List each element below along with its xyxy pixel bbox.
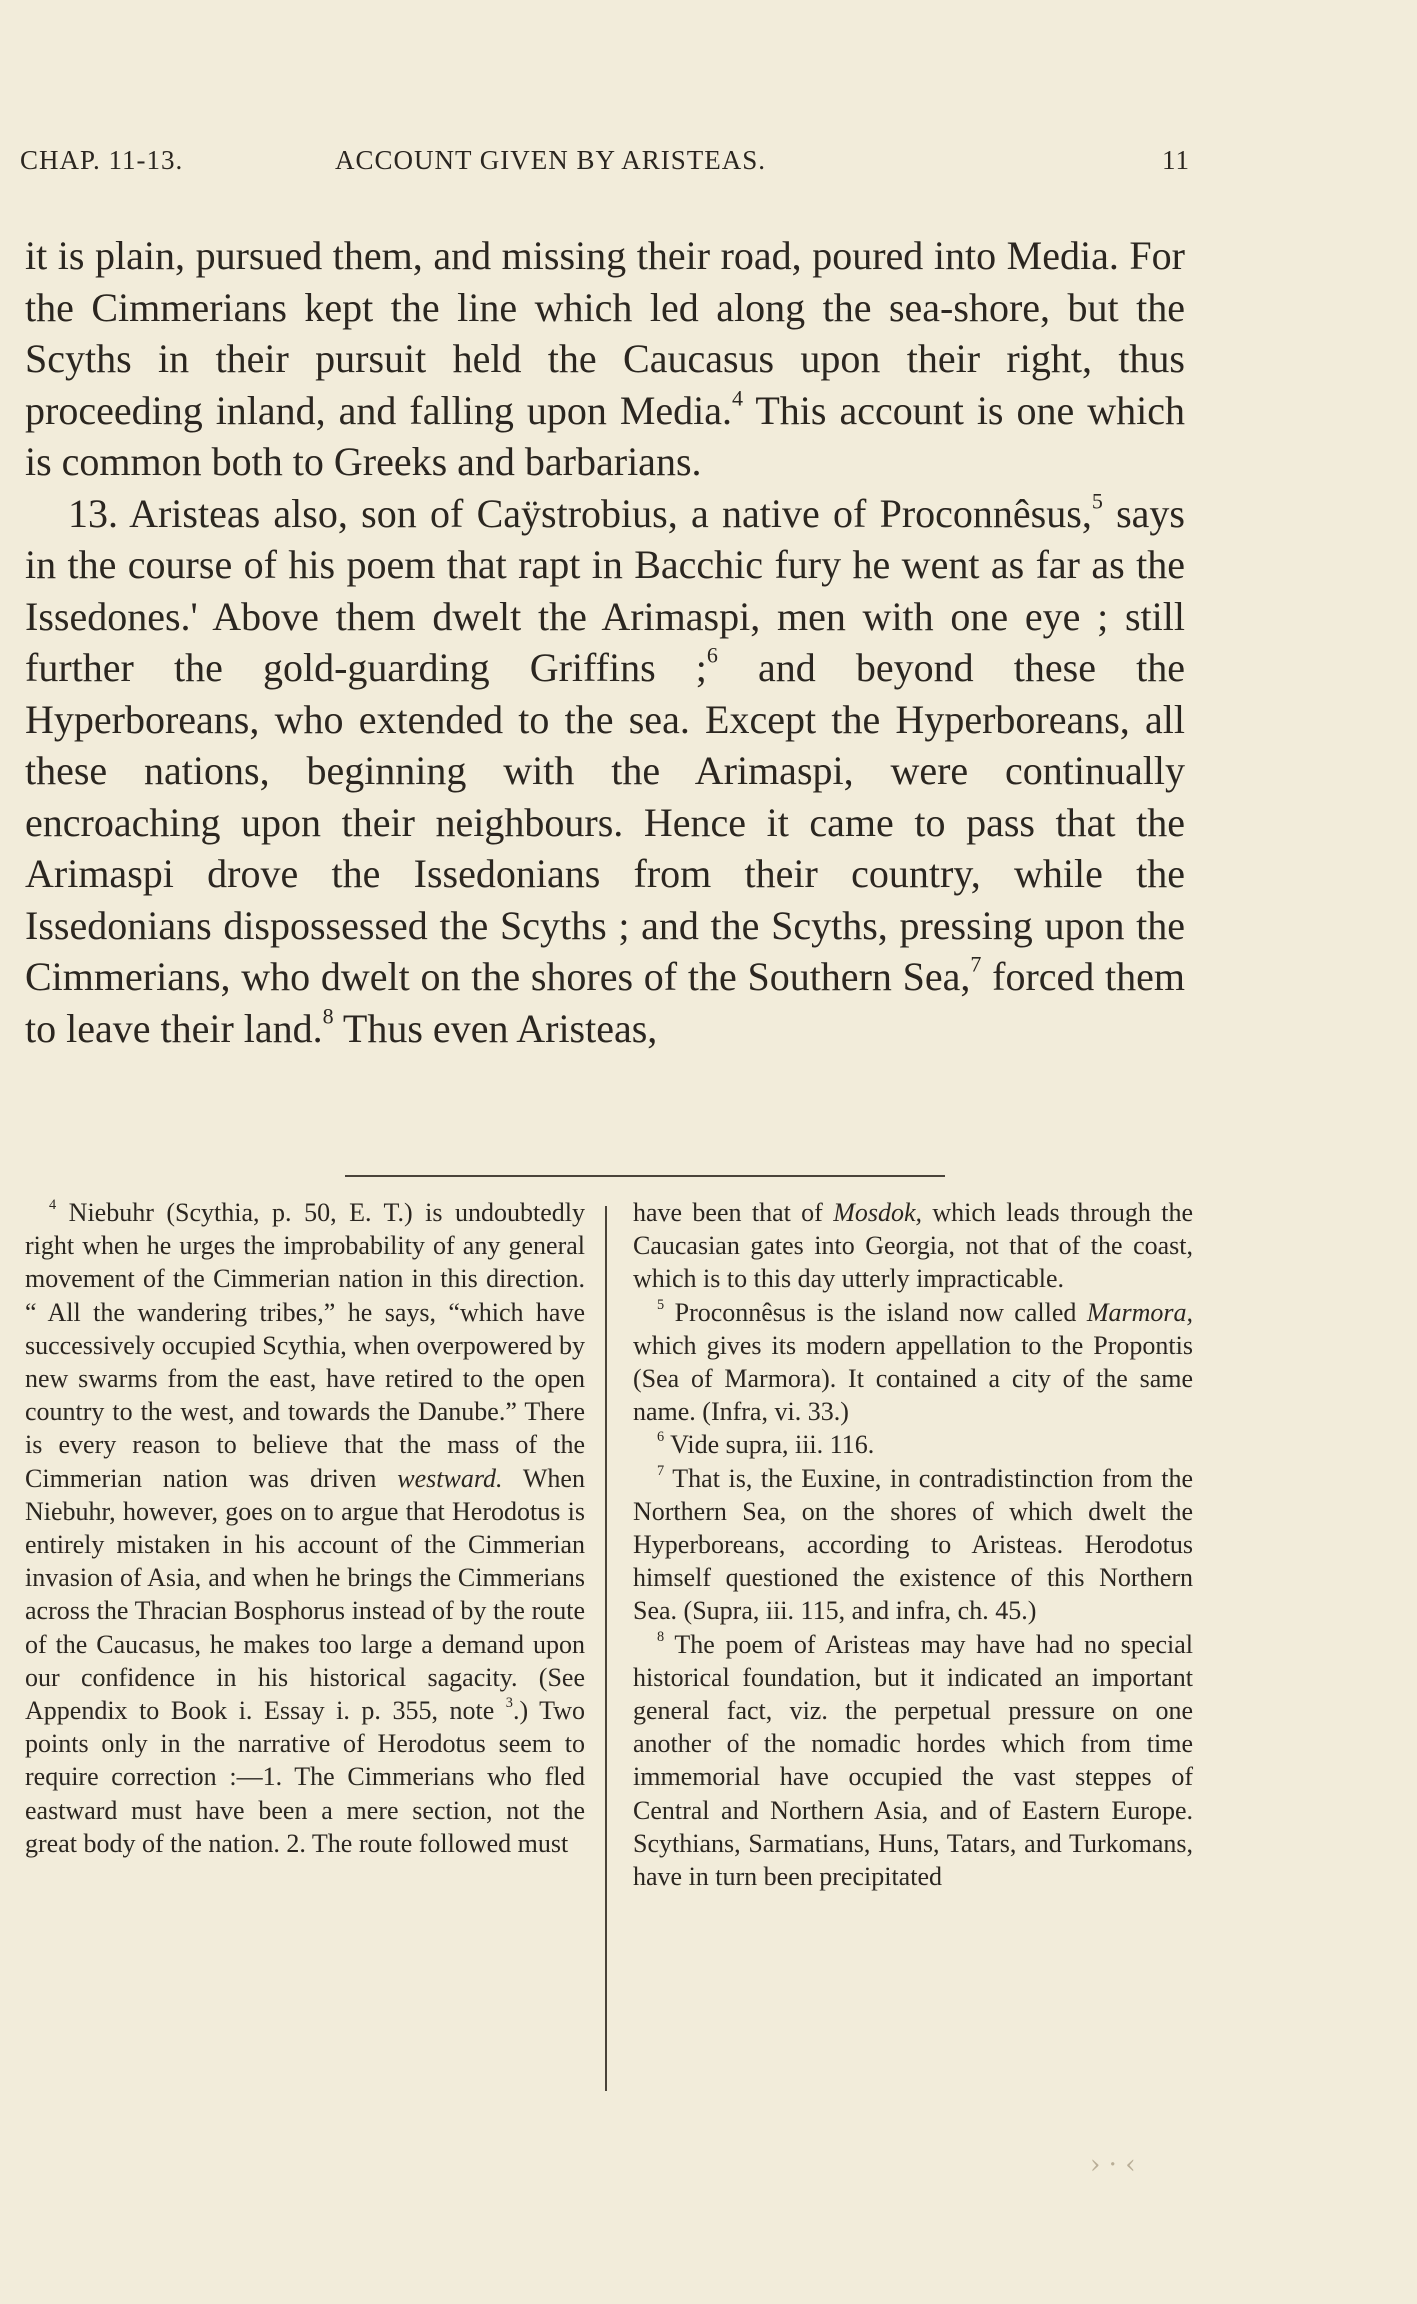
footnote-ref-6: 6 (706, 642, 718, 668)
footnote-5: $^5$ Proconnêsus is the island now called Marmora, which gives its modern appellation to the Propontis (Sea of Marmora). It contained a city of the same name. (Infra, vi. 33.) (633, 1296, 1193, 1427)
column-divider (605, 1206, 607, 2091)
footnote-column-left (25, 1196, 585, 1860)
main-text (25, 230, 1185, 1054)
footnote-4: $^4$ Niebuhr (Scythia, p. 50, E. T.) is undoubtedly right when he urges the improbability of any general movement of the Cimmerian nation in this direction. “ All the wandering tribes,” he says, “which have successively occupied Scythia, when overpowered by new swarms from the east, have retired to the open country to the west, and towards the Danube.” There is every reason to believe that the mass of the Cimmerian nation was driven westward. When Niebuhr, however, goes on to argue that Herodotus is entirely mistaken in his account of the Cimmerian invasion of Asia, and when he brings the Cimmerians across the Thracian Bosphorus instead of by the route of the Caucasus, he makes too large a demand upon our confidence in his historical sagacity. (See Appendix to Book i. Essay i. p. 355, note $^3$.) Two points only in the narrative of Herodotus seem to require correction :—1. The Cimmerians who fled eastward must have been a mere section, not the great body of the nation. 2. The route followed must (25, 1196, 586, 1858)
footnote-7: $^7$ That is, the Euxine, in contradistinction from the Northern Sea, on the shores of which dwelt the Hyperboreans, according to Aristeas. Herodotus himself questioned the existence of this Northern Sea. (Supra, iii. 115, and infra, ch. 45.) (633, 1462, 1193, 1626)
running-header (20, 145, 1190, 176)
footnote-ref-8: 8 (322, 1002, 334, 1028)
paragraph-13: 13. Aristeas also, son of Caÿstrobius, a native of Proconnêsus,$^5$ says in the course of his poem that rapt in Bacchic fury he went as far as the Issedones.' Above them dwelt the Arimaspi, men with one eye ; still further the gold-guarding Griffins ;$^6$ and beyond these the Hyperboreans, who extended to the sea. Except the Hyperboreans, all these nations, beginning with the Arimaspi, were continually encroaching upon their neighbours. Hence it came to pass that the Arimaspi drove the Issedonians from their country, while the Issedonians dispossessed the Scyths ; and the Scyths, pressing upon the Cimmerians, who dwelt on the shores of the Southern Sea,$^7$ forced them to leave their land.$^8$ Thus even Aristeas, (25, 487, 1185, 1051)
footnote-8: $^8$ The poem of Aristeas may have had no special historical foundation, but it indicated an important general fact, viz. the perpetual pressure on one another of the nomadic hordes which from time immemorial have occupied the vast steppes of Central and Northern Asia, and of Eastern Europe. Scythians, Sarmatians, Huns, Tatars, and Turkomans, have in turn been precipitated (633, 1628, 1193, 1892)
footnote-rule (345, 1175, 945, 1177)
footnote-ref-5: 5 (1091, 487, 1103, 513)
chapter-label: CHAP. 11-13. (20, 145, 184, 175)
footnote-ref-7: 7 (970, 951, 982, 977)
paragraph-continued: it is plain, pursued them, and missing their road, poured into Media. For the Cimmerians kept the line which led along the sea-shore, but the Scyths in their pursuit held the Caucasus upon their right, thus proceeding inland, and falling upon Media.$^4$ This account is one which is common both to Greeks and barbarians. (25, 233, 1186, 484)
page-number: 11 (1162, 145, 1190, 175)
paper-speckles: › · ‹ (1090, 2150, 1136, 2180)
footnote-column-right (633, 1196, 1193, 1893)
footnote-ref-4: 4 (732, 384, 744, 410)
footnote-6: $^6$ Vide supra, iii. 116. (657, 1429, 875, 1460)
footnotes (25, 1196, 1193, 2096)
running-title: ACCOUNT GIVEN BY ARISTEAS. (335, 145, 767, 175)
footnote-4-continued: have been that of Mosdok, which leads through the Caucasian gates into Georgia, not that of the coast, which is to this day utterly impracticable. (633, 1198, 1193, 1294)
